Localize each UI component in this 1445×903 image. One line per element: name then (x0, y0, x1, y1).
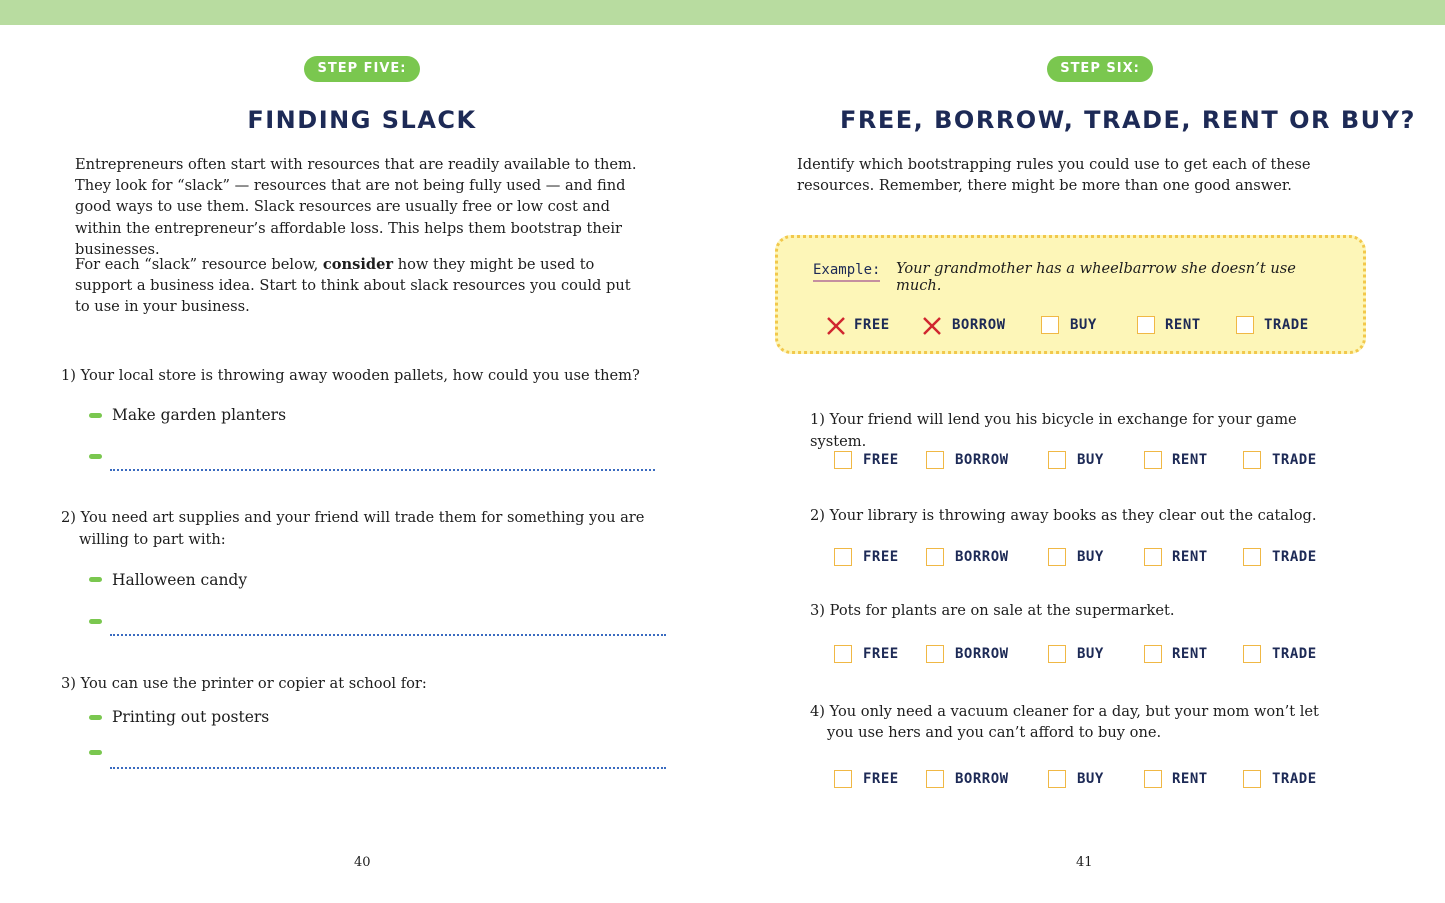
q1-free-label: FREE (863, 452, 899, 468)
example-text: Your grandmother has a wheelbarrow she doesn’t use much. (896, 260, 1296, 294)
right-question-4: 4) You only need a vacuum cleaner for a day, but your mom won’t let you use hers and you can’t afford to buy one. (810, 703, 1319, 741)
q2-buy-label: BUY (1077, 549, 1104, 565)
top-banner (0, 0, 1445, 25)
q1-free-checkbox[interactable] (834, 451, 852, 469)
q1-trade-checkbox[interactable] (1243, 451, 1261, 469)
q4-borrow-checkbox[interactable] (926, 770, 944, 788)
q4-free-label: FREE (863, 771, 899, 787)
left-answer-1: Make garden planters (112, 406, 287, 424)
answer-line-2[interactable] (110, 634, 666, 636)
q3-rent-label: RENT (1172, 646, 1208, 662)
left-answer-2: Halloween candy (112, 571, 248, 589)
q3-free-checkbox[interactable] (834, 645, 852, 663)
example-rent-label: RENT (1165, 317, 1201, 333)
example-buy-label: BUY (1070, 317, 1097, 333)
q3-trade-checkbox[interactable] (1243, 645, 1261, 663)
q4-buy-checkbox[interactable] (1048, 770, 1066, 788)
q3-buy-label: BUY (1077, 646, 1104, 662)
right-question-2: 2) Your library is throwing away books as they clear out the catalog. (810, 507, 1317, 524)
left-question-2: 2) You need art supplies and your friend will trade them for something you are willing to part with: (61, 509, 645, 548)
q2-rent-label: RENT (1172, 549, 1208, 565)
q4-borrow-label: BORROW (955, 771, 1009, 787)
right-question-3: 3) Pots for plants are on sale at the supermarket. (810, 602, 1175, 619)
q2-free-checkbox[interactable] (834, 548, 852, 566)
q2-free-label: FREE (863, 549, 899, 565)
q1-buy-checkbox[interactable] (1048, 451, 1066, 469)
example-rent-checkbox[interactable] (1137, 316, 1155, 334)
left-question-3: 3) You can use the printer or copier at school for: (61, 675, 427, 692)
q1-buy-label: BUY (1077, 452, 1104, 468)
left-answer-3: Printing out posters (112, 708, 270, 726)
q4-rent-checkbox[interactable] (1144, 770, 1162, 788)
example-borrow-label: BORROW (952, 317, 1006, 333)
q3-trade-label: TRADE (1272, 646, 1317, 662)
page-number-right: 41 (1076, 855, 1093, 870)
q2-buy-checkbox[interactable] (1048, 548, 1066, 566)
q4-rent-label: RENT (1172, 771, 1208, 787)
q3-rent-checkbox[interactable] (1144, 645, 1162, 663)
red-x-icon (826, 316, 846, 336)
example-trade-checkbox[interactable] (1236, 316, 1254, 334)
left-instruction-paragraph: For each “slack” resource below, consider how they might be used to support a business idea. Start to think about slack resources you could put to use in your business. (75, 256, 631, 316)
q3-borrow-label: BORROW (955, 646, 1009, 662)
q4-free-checkbox[interactable] (834, 770, 852, 788)
q4-buy-label: BUY (1077, 771, 1104, 787)
step-six-badge: STEP SIX: (1047, 56, 1153, 82)
q1-borrow-checkbox[interactable] (926, 451, 944, 469)
example-buy-checkbox[interactable] (1041, 316, 1059, 334)
q1-rent-checkbox[interactable] (1144, 451, 1162, 469)
q2-trade-label: TRADE (1272, 549, 1317, 565)
example-box (775, 235, 1366, 354)
bullet-icon (89, 619, 102, 624)
q2-borrow-checkbox[interactable] (926, 548, 944, 566)
bullet-icon (89, 454, 102, 459)
right-intro-paragraph: Identify which bootstrapping rules you could use to get each of these resources. Remember, there might be more than one good answer. (797, 156, 1311, 195)
example-label: Example: (813, 262, 880, 282)
left-page-title: FINDING SLACK (247, 106, 477, 134)
answer-line-3[interactable] (110, 767, 666, 769)
example-free-label: FREE (854, 317, 890, 333)
q1-borrow-label: BORROW (955, 452, 1009, 468)
example-free-checkbox[interactable] (826, 316, 844, 334)
q2-borrow-label: BORROW (955, 549, 1009, 565)
example-borrow-checkbox[interactable] (922, 316, 940, 334)
left-question-1: 1) Your local store is throwing away wooden pallets, how could you use them? (61, 367, 640, 384)
bullet-icon (89, 715, 102, 720)
answer-line-1[interactable] (110, 469, 655, 471)
q4-trade-checkbox[interactable] (1243, 770, 1261, 788)
q1-rent-label: RENT (1172, 452, 1208, 468)
q4-trade-label: TRADE (1272, 771, 1317, 787)
step-five-badge: STEP FIVE: (304, 56, 420, 82)
q3-borrow-checkbox[interactable] (926, 645, 944, 663)
q2-rent-checkbox[interactable] (1144, 548, 1162, 566)
red-x-icon (922, 316, 942, 336)
q2-trade-checkbox[interactable] (1243, 548, 1261, 566)
example-trade-label: TRADE (1264, 317, 1309, 333)
bullet-icon (89, 577, 102, 582)
q3-free-label: FREE (863, 646, 899, 662)
q3-buy-checkbox[interactable] (1048, 645, 1066, 663)
bullet-icon (89, 750, 102, 755)
bullet-icon (89, 413, 102, 418)
right-question-1: 1) Your friend will lend you his bicycle in exchange for your game system. (810, 411, 1297, 450)
page-number-left: 40 (354, 855, 371, 870)
left-intro-paragraph: Entrepreneurs often start with resources that are readily available to them. They look for “slack” — resources that are not being fully used — and find good ways to use them. Slack resources are usually free or low cost and within the entrepreneur’s affordable loss. This helps them bootstrap their businesses. (75, 156, 637, 258)
right-page-title: FREE, BORROW, TRADE, RENT OR BUY? (840, 106, 1416, 134)
q1-trade-label: TRADE (1272, 452, 1317, 468)
